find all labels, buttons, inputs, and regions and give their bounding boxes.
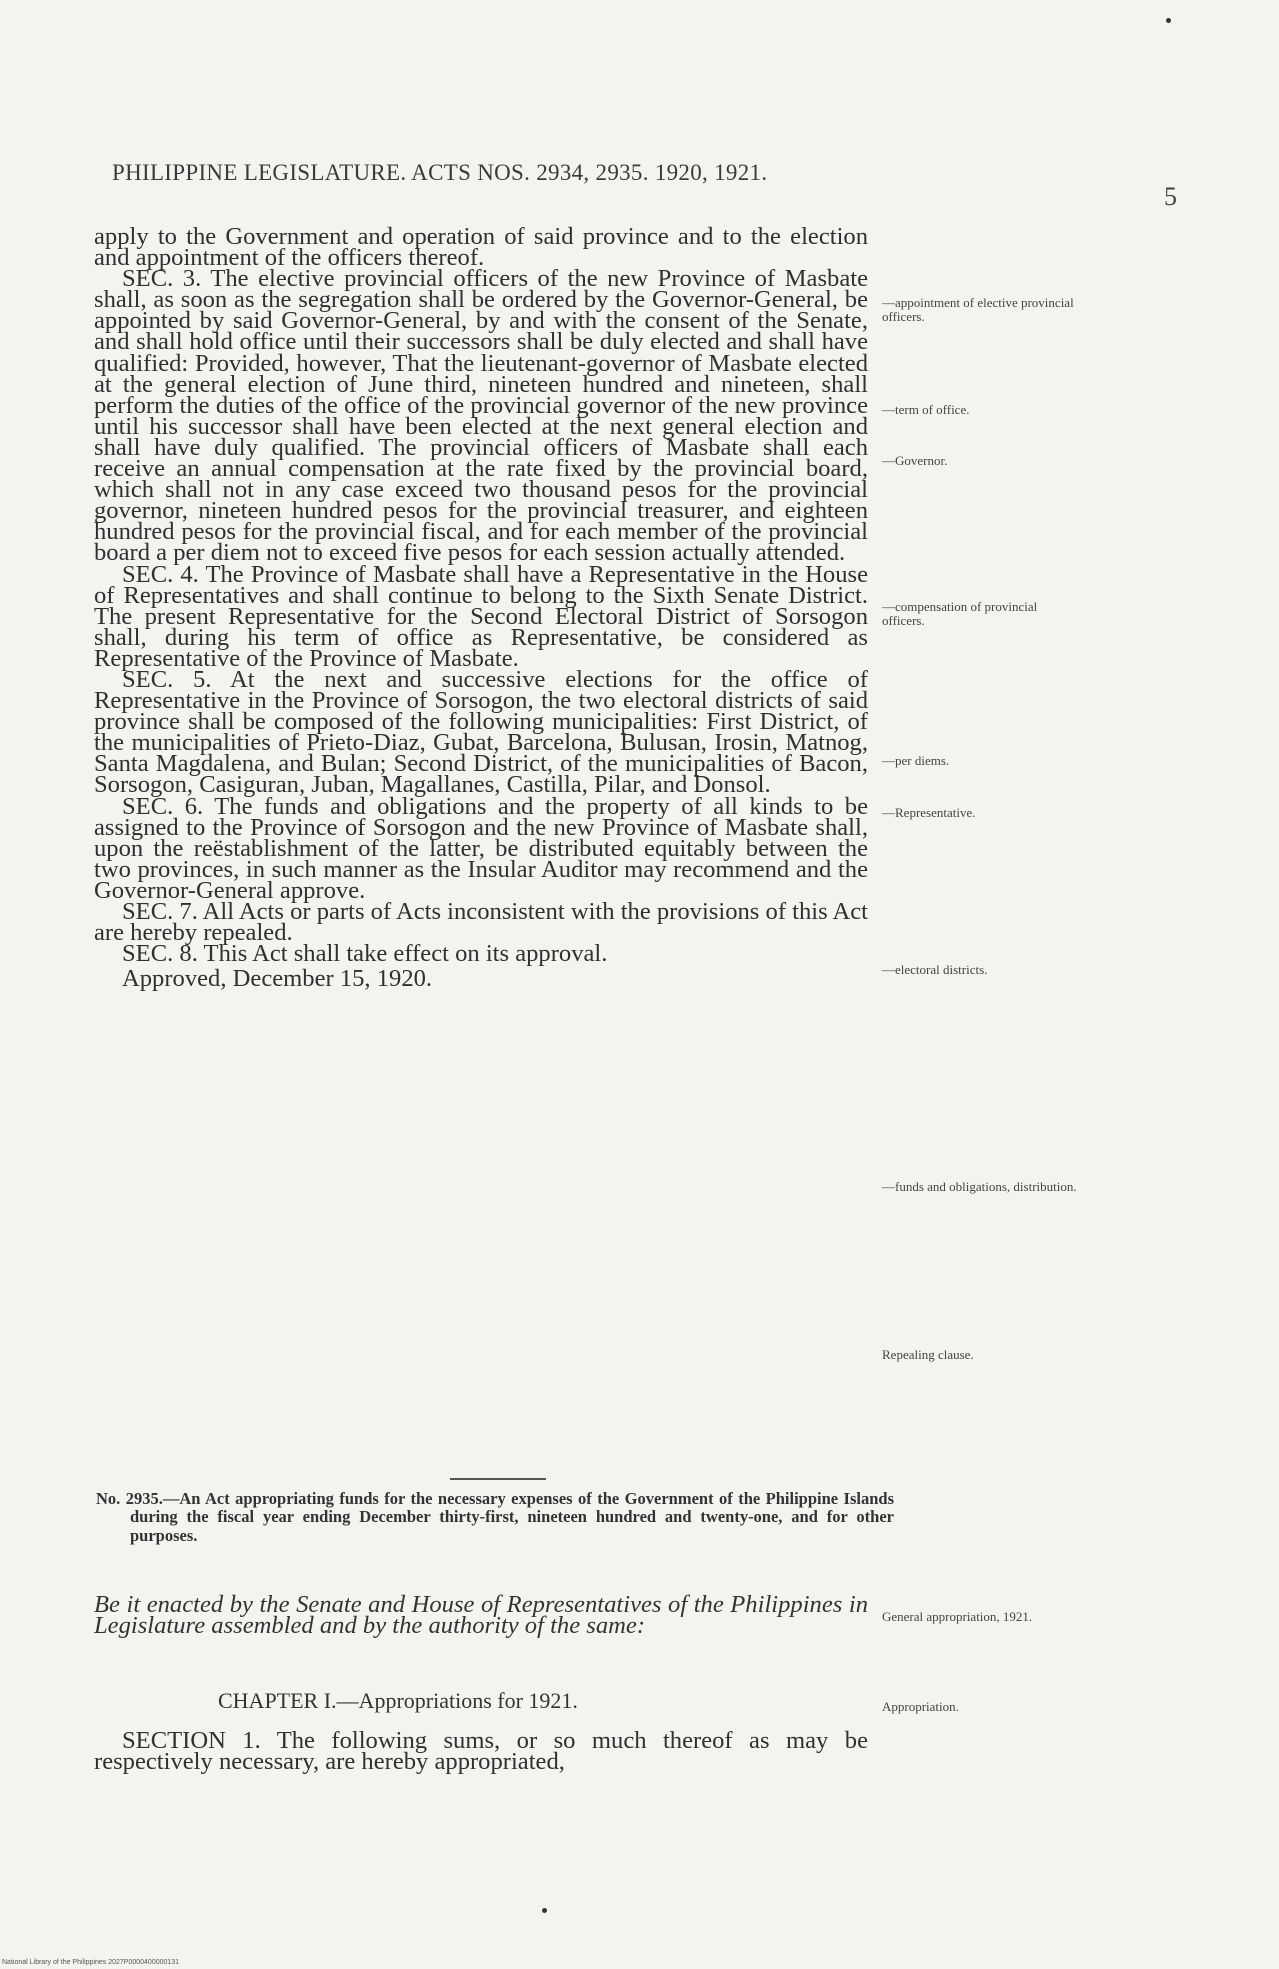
section-1: SECTION 1. The following sums, or so much thereof as may be respectively necessary, are hereby appropriated, — [94, 1727, 868, 1776]
enacting-clause: Be it enacted by the Senate and House of Representatives of the Philippines in Legislature assembled and by the authority of the same: — [94, 1591, 868, 1640]
margin-note-funds: —funds and obligations, distribution. — [882, 1179, 1077, 1194]
margin-note-governor: —Governor. — [882, 453, 948, 468]
margin-note-representative: —Representative. — [882, 805, 976, 820]
margin-note-per-diems: —per diems. — [882, 753, 950, 768]
section-4: SEC. 4. The Province of Masbate shall have a Representative in the House of Representatives and shall continue to belong to the Sixth Senate District. The present Representative for the Second Electoral District of Sorsogon shall, during his term of office as Representative, be considered as Representative of the Province of Masbate. — [94, 560, 868, 672]
section-8: SEC. 8. This Act shall take effect on its approval. — [122, 940, 608, 968]
margin-note-term: —term of office. — [882, 402, 970, 417]
scan-speck — [1166, 18, 1171, 23]
page-number: 5 — [1164, 182, 1177, 211]
section-divider — [450, 1478, 546, 1480]
act-2934-body — [94, 223, 868, 993]
margin-note-general-appropriation: General appropriation, 1921. — [882, 1609, 1033, 1624]
scan-speck — [542, 1908, 547, 1913]
margin-note-electoral-districts: —electoral districts. — [882, 962, 988, 977]
scan-footer: National Library of the Philippines 2027P0000400000131 — [2, 1959, 180, 1966]
section-3: SEC. 3. The elective provincial officers of the new Province of Masbate shall, as soon as the segregation shall be ordered by the Governor-General, be appointed by said Governor-General, by and with the consent of the Senate, and shall hold office until their successors shall be duly elected and shall have qualified: Provided, however, That the lieutenant-governor of Masbate elected at the general election of June third, nineteen hundred and nineteen, shall perform the duties of the office of the provincial governor of the new province until his successor shall have been elected at the next general election and shall have duly qualified. The provincial officers of Masbate shall each receive an annual compensation at the rate fixed by the provincial board, which shall not in any case exceed two thousand pesos for the provincial governor, nineteen hundred pesos for the provincial treasurer, and eighteen hundred pesos for the provincial fiscal, and for each member of the provincial board a per diem not to exceed five pesos for each session actually attended. — [94, 265, 868, 567]
margin-note-appointment: —appointment of elective provincial officers. — [882, 295, 1074, 324]
chapter-heading: CHAPTER I.—Appropriations for 1921. — [218, 1688, 578, 1713]
running-head: PHILIPPINE LEGISLATURE. ACTS NOS. 2934, 2935. 1920, 1921. — [112, 160, 768, 185]
section-5: SEC. 5. At the next and successive elections for the office of Representative in the Province of Sorsogon, the two electoral districts of said province shall be composed of the following municipalities: First District, of the municipalities of Prieto-Diaz, Gubat, Barcelona, Bulusan, Irosin, Matnog, Santa Magdalena, and Bulan; Second District, of the municipalities of Bacon, Sorsogon, Casiguran, Juban, Magallanes, Castilla, Pilar, and Donsol. — [94, 665, 868, 799]
section-7: SEC. 7. All Acts or parts of Acts inconsistent with the provisions of this Act are hereby repealed. — [94, 898, 868, 947]
act-2935-title: No. 2935.—An Act appropriating funds for the necessary expenses of the Government of the Philippine Islands during the fiscal year ending December thirty-first, nineteen hundred and twenty-one, and for other purposes. — [96, 1489, 894, 1545]
section-6: SEC. 6. The funds and obligations and the property of all kinds to be assigned to the Province of Sorsogon and the new Province of Masbate shall, upon the reëstablishment of the latter, be distributed equitably between the two provinces, in such manner as the Insular Auditor may recommend and the Governor-General approve. — [94, 792, 868, 904]
paragraph-continuation: apply to the Government and operation of said province and to the election and appointment of the officers thereof. — [94, 223, 868, 272]
margin-note-repealing: Repealing clause. — [882, 1347, 974, 1362]
approval-date: Approved, December 15, 1920. — [122, 965, 433, 993]
margin-note-compensation: —compensation of provincial officers. — [882, 599, 1038, 628]
margin-note-appropriation: Appropriation. — [882, 1699, 959, 1714]
